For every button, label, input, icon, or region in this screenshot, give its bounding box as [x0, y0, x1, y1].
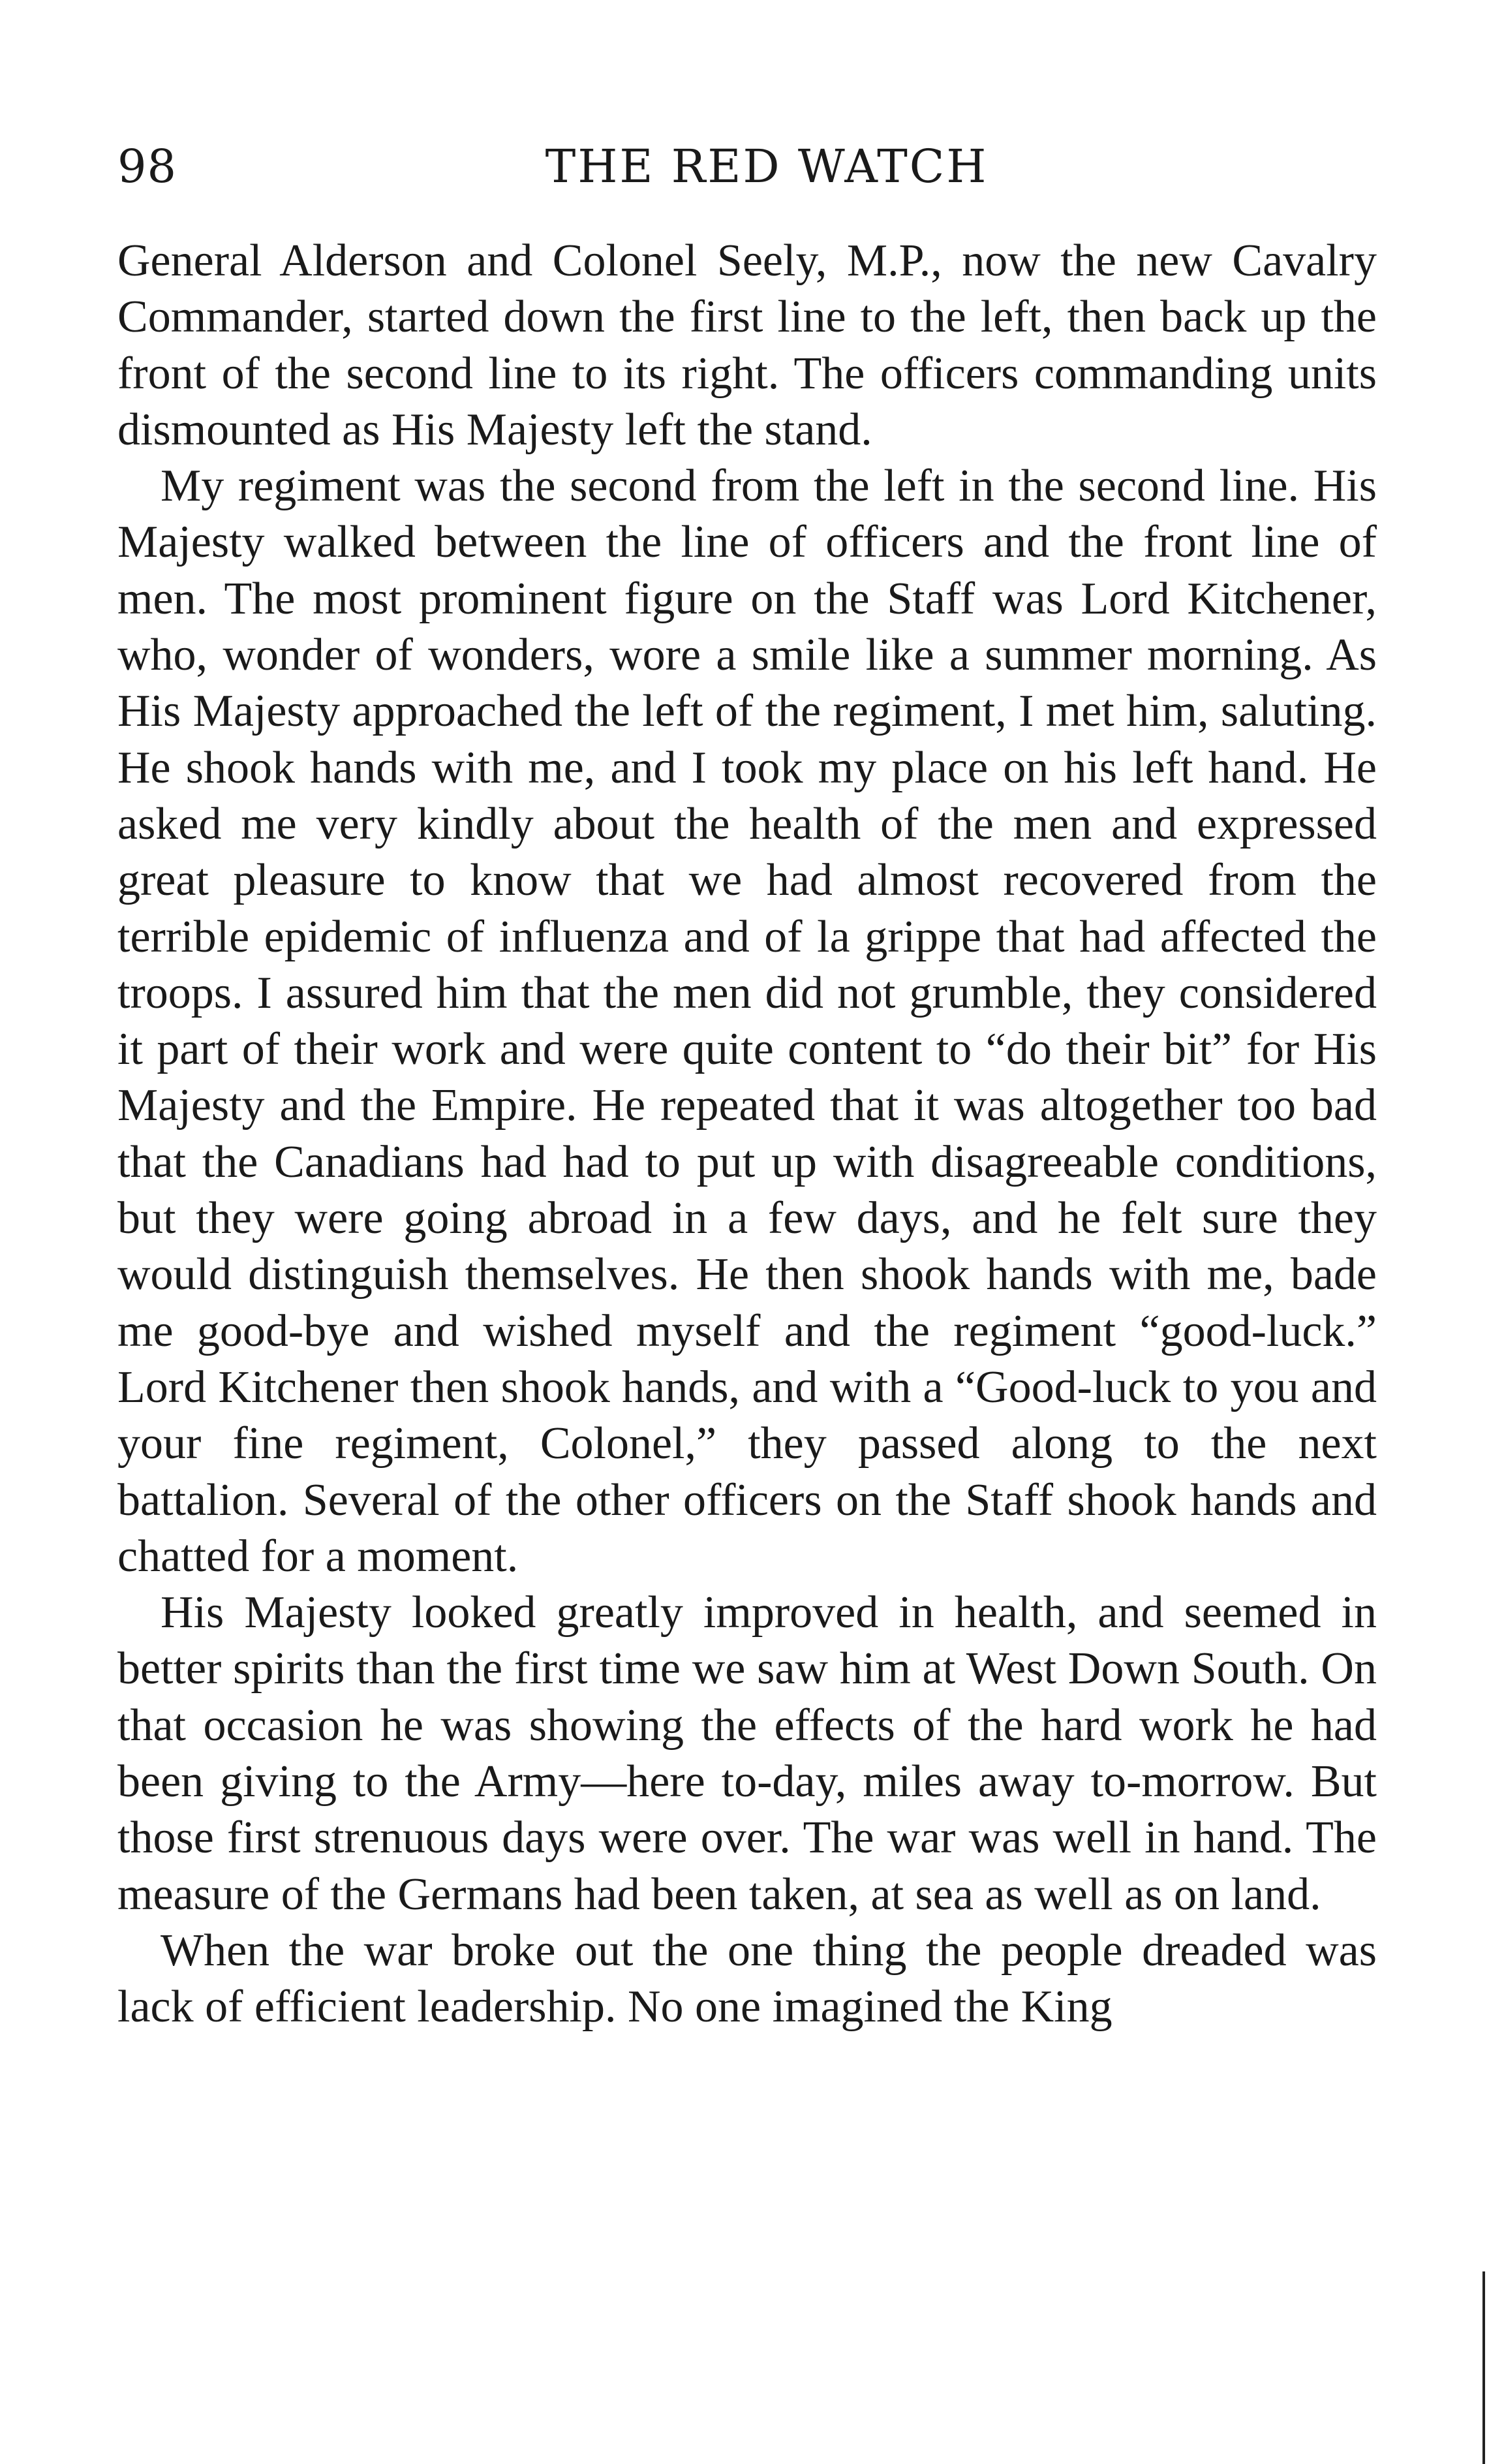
- running-head: [117, 134, 1377, 199]
- running-title: THE RED WATCH: [545, 140, 989, 193]
- page-number: 98: [117, 140, 177, 193]
- paragraph: When the war broke out the one thing the people dreaded was lack of efficient leadership. No one imagined the King: [117, 1925, 1377, 2033]
- paragraph: His Majesty looked greatly improved in health, and seemed in better spirits than the first time we saw him at West Down South. On that occasion he was showing the effects of the hard work he had been giving to the Army—here to-day, miles away to-morrow. But those first strenuous days were over. The war was well in hand. The measure of the Germans had been taken, at sea as well as on land.: [117, 1587, 1377, 1920]
- paragraph: My regiment was the second from the left in the second line. His Majesty walked between the line of officers and the front line of men. The most prominent figure on the Staff was Lord Kitchener, who, wonder of wonders, wore a smile like a summer morning. As His Majesty approached the left of the regiment, I met him, saluting. He shook hands with me, and I took my place on his left hand. He asked me very kindly about the health of the men and expressed great pleasure to know that we had almost recovered from the terrible epidemic of influenza and of la grippe that had affected the troops. I assured him that the men did not grumble, they considered it part of their work and were quite content to “do their bit” for His Majesty and the Empire. He repeated that it was altogether too bad that the Canadians had had to put up with disagreeable conditions, but they were going abroad in a few days, and he felt sure they would distinguish themselves. He then shook hands with me, bade me good-bye and wished myself and the regiment “good-luck.” Lord Kitchener then shook hands, and with a “Good-luck to you and your fine regiment, Colonel,” they passed along to the next battalion. Several of the other officers on the Staff shook hands and chatted for a moment.: [117, 461, 1377, 1582]
- paragraph-continued: General Alderson and Colonel Seely, M.P., now the new Cavalry Commander, started down the first line to the left, then back up the front of the second line to its right. The officers commanding units dismounted as His Majesty left the stand.: [117, 236, 1377, 455]
- body-text: [117, 233, 1377, 2036]
- scan-edge-line: [1482, 2271, 1485, 2464]
